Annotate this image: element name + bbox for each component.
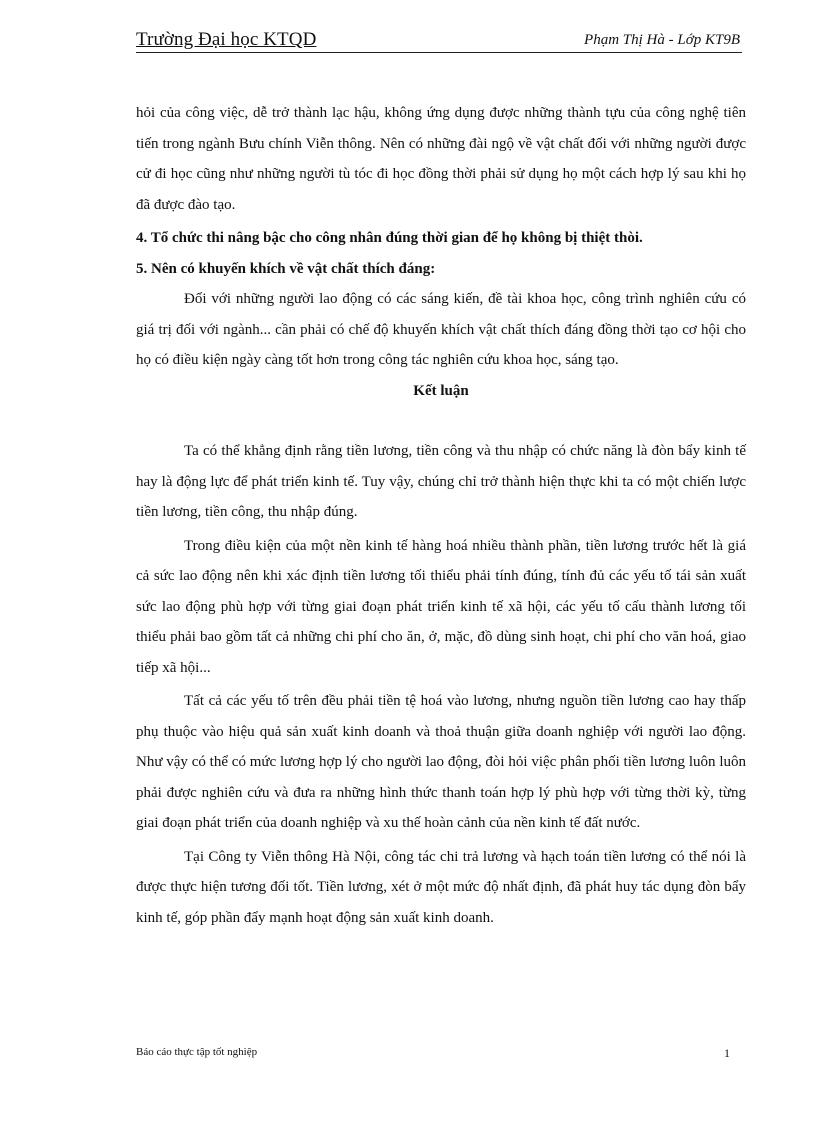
paragraph-4: Trong điều kiện của một nền kinh tế hàng hoá nhiều thành phần, tiền lương trước hết là giá cả sức lao động nên khi xác định tiền lương tối thiểu phải tính đúng, tính đủ các yếu tố tái sản xuất sức lao động phù hợp với từng giai đoạn phát triển kinh tế xã hội, các yếu tố cấu thành lương tối thiểu phải bao gồm tất cả những chi phí cho ăn, ở, mặc, đồ dùng sinh hoạt, chi phí cho văn hoá, giao tiếp xã hội...	[136, 537, 746, 676]
footer-report-title: Báo cáo thực tập tốt nghiệp	[136, 1046, 258, 1058]
document-body	[136, 98, 746, 933]
page-number: 1	[724, 1046, 730, 1060]
paragraph-3: Ta có thể khẳng định rằng tiền lương, tiền công và thu nhập có chức năng là đòn bẩy kinh tế hay là động lực để phát triển kinh tế. Tuy vậy, chúng chỉ trở thành hiện thực khi ta có một chiến lược tiền lương, tiền công, thu nhập đúng.	[136, 443, 746, 520]
conclusion-title: Kết luận	[413, 382, 469, 399]
page-header	[136, 28, 742, 53]
paragraph-5: Tất cả các yếu tố trên đều phải tiền tệ hoá vào lương, nhưng nguồn tiền lương cao hay thấp phụ thuộc vào hiệu quả sản xuất kinh doanh và thoả thuận giữa doanh nghiệp với người lao động. Như vậy có thể có mức lương hợp lý cho người lao động, đòi hỏi việc phân phối tiền lương luôn luôn phải được nghiên cứu và đưa ra những hình thức thanh toán hợp lý phù hợp với từng thời kỳ, từng giai đoạn phát triển của doanh nghiệp và xu thế hoàn cảnh của nền kinh tế đất nước.	[136, 693, 746, 831]
heading-5: 5. Nên có khuyến khích về vật chất thích đáng:	[136, 260, 436, 277]
heading-4: 4. Tổ chức thi nâng bậc cho công nhân đúng thời gian để họ không bị thiệt thòi.	[136, 230, 643, 246]
paragraph-2: Đối với những người lao động có các sáng kiến, đề tài khoa học, công trình nghiên cứu có giá trị đối với ngành... cần phải có chế độ khuyến khích vật chất thích đáng đồng thời tạo cơ hội cho họ có điều kiện ngày càng tốt hơn trong công tác nghiên cứu khoa học, sáng tạo.	[136, 291, 746, 368]
header-author-class: Phạm Thị Hà - Lớp KT9B	[584, 32, 740, 48]
paragraph-1: hỏi của công việc, dễ trở thành lạc hậu, không ứng dụng được những thành tựu của công nghệ tiên tiến trong ngành Bưu chính Viễn thông. Nên có những đài ngộ về vật chất đối với những người được cử đi học cũng như những người tù tóc đi học đồng thời phải sử dụng họ một cách hợp lý sau khi họ đã được đào tạo.	[136, 105, 746, 213]
paragraph-6: Tại Công ty Viễn thông Hà Nội, công tác chi trả lương và hạch toán tiền lương có thể nói là được thực hiện tương đối tốt. Tiền lương, xét ở một mức độ nhất định, đã phát huy tác dụng đòn bẩy kinh tế, góp phần đẩy mạnh hoạt động sản xuất kinh doanh.	[136, 848, 746, 926]
header-school-name: Trường Đại học KTQD	[136, 29, 317, 50]
